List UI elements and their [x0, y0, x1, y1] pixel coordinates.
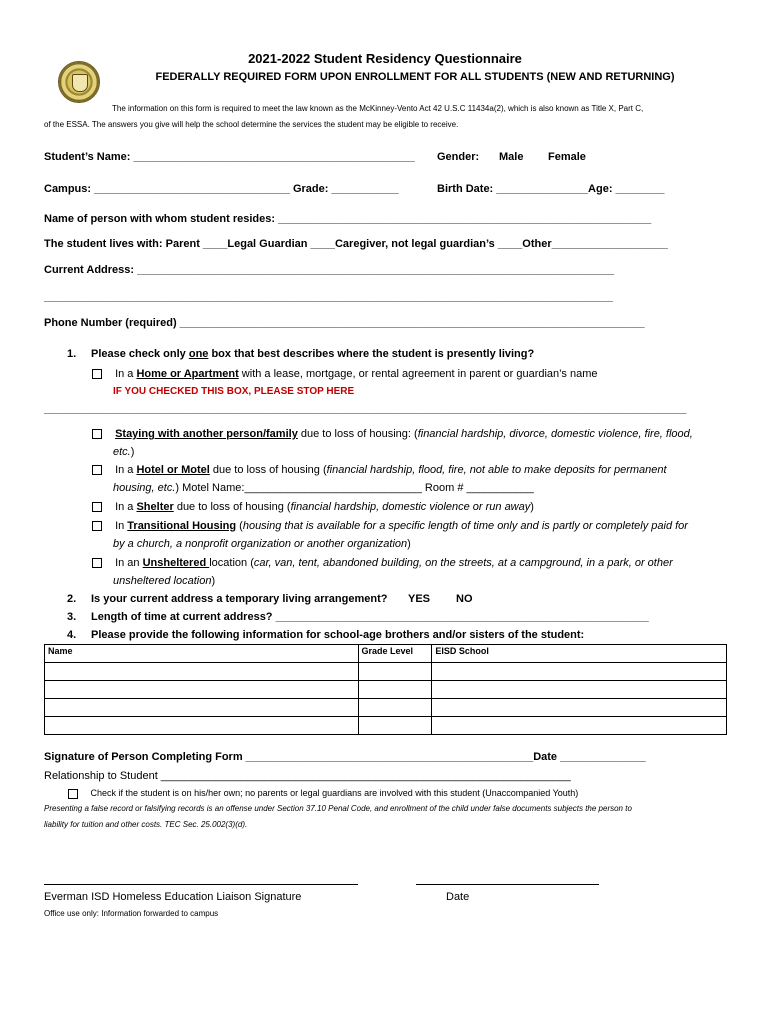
eisd-school-column-header: EISD School	[432, 645, 727, 663]
lives-with-field[interactable]: The student lives with: Parent ____Legal Guardian ____Caregiver, not legal guardian’s ____Other___________________	[44, 238, 668, 250]
relationship-field[interactable]: Relationship to Student ___________________________________________________________________	[44, 770, 571, 782]
intro-line-2: of the ESSA. The answers you give will help the school determine the services the student may be eligible to receive.	[44, 120, 459, 129]
table-cell[interactable]	[45, 663, 359, 681]
q1-unsheltered-option[interactable]: In an Unsheltered location (car, van, tent, abandoned building, on the streets, at a campground, in a park, or other	[92, 557, 673, 569]
table-row[interactable]	[45, 681, 727, 699]
table-cell[interactable]	[45, 699, 359, 717]
transitional-checkbox[interactable]	[92, 521, 102, 531]
q1-home-option[interactable]: In a Home or Apartment with a lease, mortgage, or rental agreement in parent or guardian’s name	[92, 368, 597, 380]
q4-number: 4.	[67, 629, 77, 641]
table-cell[interactable]	[432, 681, 727, 699]
table-cell[interactable]	[45, 717, 359, 735]
table-cell[interactable]	[432, 717, 727, 735]
form-title: 2021-2022 Student Residency Questionnaire	[248, 51, 522, 66]
address-line-2-field[interactable]: _____________________________________________________________________________________________	[44, 291, 613, 303]
q1-staying-option[interactable]: Staying with another person/family due to loss of housing: (financial hardship, divorce, domestic violence, fire, flood,	[92, 428, 693, 440]
hotel-checkbox[interactable]	[92, 465, 102, 475]
signature-date-field[interactable]: Signature of Person Completing Form _______________________________________________Date ______________	[44, 751, 646, 763]
intro-line-1: The information on this form is required to meet the law known as the McKinney-Vento Act 42 U.S.C 11434a(2), which is also known as Title X, Part C,	[112, 104, 644, 113]
grade-level-column-header: Grade Level	[358, 645, 432, 663]
stop-here-notice: IF YOU CHECKED THIS BOX, PLEASE STOP HERE	[113, 386, 355, 397]
liaison-signature-label: Everman ISD Homeless Education Liaison Signature	[44, 891, 302, 903]
table-header-row	[45, 645, 727, 663]
q1-unsheltered-line2: unsheltered location)	[113, 575, 216, 587]
q2-no-option[interactable]: NO	[456, 593, 473, 605]
liaison-date-label: Date	[446, 891, 470, 903]
liaison-date-line[interactable]	[416, 884, 599, 885]
q1-shelter-option[interactable]: In a Shelter due to loss of housing (financial hardship, domestic violence or run away)	[92, 501, 534, 513]
q2-question: Is your current address a temporary living arrangement?	[91, 593, 388, 605]
q2-yes-option[interactable]: YES	[408, 593, 431, 605]
table-cell[interactable]	[432, 663, 727, 681]
name-column-header: Name	[45, 645, 359, 663]
false-record-warning-line-1: Presenting a false record or falsifying records is an offense under Section 37.10 Penal Code, and enrollment of the child under false documents subjects the person to	[44, 804, 632, 813]
q1-number: 1.	[67, 348, 77, 360]
table-cell[interactable]	[45, 681, 359, 699]
q1-staying-line2: etc.)	[113, 446, 135, 458]
student-name-field[interactable]: Student’s Name: ______________________________________________	[44, 151, 415, 163]
table-cell[interactable]	[358, 663, 432, 681]
q1-transitional-line2: by a church, a nonprofit organization or another organization)	[113, 538, 411, 550]
table-cell[interactable]	[358, 717, 432, 735]
birth-date-age-field[interactable]: Birth Date: _______________Age: ________	[437, 183, 665, 195]
q2-number: 2.	[67, 593, 77, 605]
form-subtitle: FEDERALLY REQUIRED FORM UPON ENROLLMENT FOR ALL STUDENTS (NEW AND RETURNING)	[155, 71, 675, 83]
phone-number-field[interactable]: Phone Number (required) ____________________________________________________________________________	[44, 317, 645, 329]
table-row[interactable]	[45, 717, 727, 735]
resides-with-field[interactable]: Name of person with whom student resides: _____________________________________________________________	[44, 213, 652, 225]
unsheltered-checkbox[interactable]	[92, 558, 102, 568]
gender-female-option[interactable]: Female	[548, 151, 586, 163]
unaccompanied-checkbox[interactable]	[68, 789, 78, 799]
siblings-table	[44, 644, 727, 735]
table-row[interactable]	[45, 699, 727, 717]
q1-hotel-line2[interactable]: housing, etc.) Motel Name:_____________________________ Room # ___________	[113, 482, 534, 494]
current-address-field[interactable]: Current Address: ______________________________________________________________________________	[44, 264, 615, 276]
q1-transitional-option[interactable]: In Transitional Housing (housing that is available for a specific length of time only and is partly or completely paid for	[92, 520, 688, 532]
q3-number: 3.	[67, 611, 77, 623]
false-record-warning-line-2: liability for tuition and other costs. TEC Sec. 25.002(3)(d).	[44, 820, 248, 829]
office-use-note: Office use only: Information forwarded to campus	[44, 909, 219, 918]
unaccompanied-youth-option[interactable]: Check if the student is on his/her own; no parents or legal guardians are involved with this student (Unaccompanied Youth)	[68, 788, 578, 799]
staying-checkbox[interactable]	[92, 429, 102, 439]
table-cell[interactable]	[358, 681, 432, 699]
liaison-signature-line[interactable]	[44, 884, 358, 885]
campus-grade-field[interactable]: Campus: ________________________________ Grade: ___________	[44, 183, 399, 195]
shelter-checkbox[interactable]	[92, 502, 102, 512]
table-cell[interactable]	[358, 699, 432, 717]
gender-label: Gender:	[437, 151, 480, 163]
table-row[interactable]	[45, 663, 727, 681]
section-divider: _________________________________________________________________________________________________________	[44, 403, 687, 415]
home-checkbox[interactable]	[92, 369, 102, 379]
q1-question: Please check only one box that best describes where the student is presently living?	[91, 348, 535, 360]
q3-question-field[interactable]: Length of time at current address? _____________________________________________________________	[91, 611, 649, 623]
table-cell[interactable]	[432, 699, 727, 717]
q1-hotel-option[interactable]: In a Hotel or Motel due to loss of housing (financial hardship, flood, fire, not able to make deposits for permanent	[92, 464, 667, 476]
q4-question: Please provide the following information for school-age brothers and/or sisters of the student:	[91, 629, 585, 641]
gender-male-option[interactable]: Male	[499, 151, 524, 163]
